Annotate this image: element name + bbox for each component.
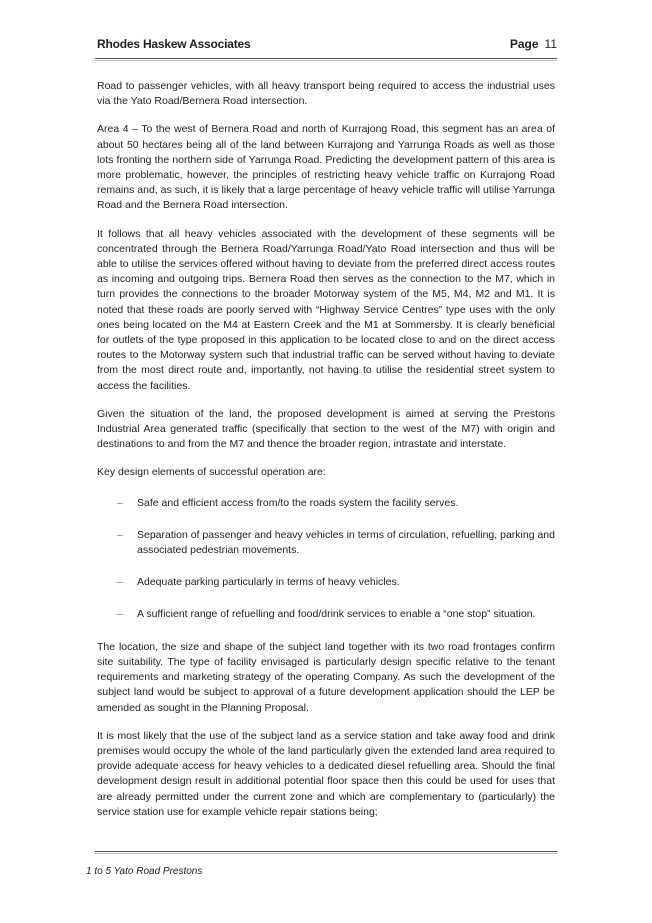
list-item (97, 575, 555, 590)
bullet-dash: – (117, 496, 123, 509)
footer-address: 1 to 5 Yato Road Prestons (86, 866, 203, 877)
body-paragraph: It is most likely that the use of the subject land as a service station and take away food and drink premises would occupy the whole of the land particularly given the extended land area required to provide adequate access for heavy vehicles to a dedicated diesel refuelling area. Should the final development design result in additional potential floor space then this could be used for uses that are already permitted under the current zone and which are complementary to (particularly) the service station use for example vehicle repair stations being; (97, 729, 555, 818)
body-paragraph: Area 4 – To the west of Bernera Road and north of Kurrajong Road, this segment has an area of about 50 hectares being all of the land between Kurrajong and Yarrunga Roads as well as those lots fronting the northern side of Yarrunga Road. Predicting the development pattern of this area is more problematic, however, the principles of restricting heavy vehicle traffic on Kurrajong Road remains and, as such, it is likely that a large percentage of heavy vehicle traffic will utilise Yarrunga Road and the Bernera Road intersection. (97, 123, 555, 212)
list-item (97, 607, 555, 622)
footer-rule (95, 851, 557, 852)
bullet-dash: – (117, 528, 123, 541)
list-item-text: Adequate parking particularly in terms of heavy vehicles. (137, 576, 400, 589)
header-rule (95, 58, 557, 59)
body-paragraph: Road to passenger vehicles, with all heavy transport being required to access the industrial uses via the Yato Road/Bernera Road intersection. (97, 80, 555, 108)
list-item-text: A sufficient range of refuelling and food/drink services to enable a “one stop” situation. (137, 608, 536, 621)
list-item (97, 528, 555, 558)
bullet-dash: – (117, 576, 123, 589)
list-item (97, 496, 555, 511)
list-item-text: Safe and efficient access from/to the roads system the facility serves. (137, 496, 459, 509)
organization-name: Rhodes Haskew Associates (97, 37, 251, 51)
bullet-dash: – (117, 608, 123, 621)
body-paragraph: Key design elements of successful operation are: (97, 466, 326, 479)
design-elements-list (97, 496, 555, 623)
page-header (97, 37, 557, 57)
page-indicator (510, 37, 557, 51)
body-paragraph: It follows that all heavy vehicles associated with the development of these segments will be concentrated through the Bernera Road/Yarrunga Road/Yato Road intersection and thus will be able to utilise the services offered without having to deviate from the preferred direct access routes as incoming and outgoing trips. Bernera Road then serves as the connection to the M7, which in turn provides the connections to the broader Motorway system of the M5, M4, M2 and M1. It is noted that these roads are poorly served with “Highway Service Centres” type uses with the only ones being located on the M4 at Eastern Creek and the M1 at Sommersby. It is clearly beneficial for outlets of the type proposed in this application to be located close to and on the direct access routes to the Motorway system such that industrial traffic can be served without having to deviate from the most direct route and, importantly, not having to utilise the residential street system to access the facilities. (97, 227, 555, 392)
body-paragraph: The location, the size and shape of the subject land together with its two road frontages confirm site suitability. The type of facility envisaged is particularly design specific relative to the tenant requirements and marketing strategy of the operating Company. As such the development of the subject land would be subject to approval of a future development application should the LEP be amended as sought in the Planning Proposal. (97, 640, 555, 714)
body-paragraph: Given the situation of the land, the proposed development is aimed at serving the Prestons Industrial Area generated traffic (specifically that section to the west of the M7) with origin and destinations to and from the M7 and thence the broader region, intrastate and interstate. (97, 407, 555, 451)
list-item-text: Separation of passenger and heavy vehicles in terms of circulation, refuelling, parking and associated pedestrian movements. (137, 528, 555, 557)
page-number: 11 (544, 37, 557, 51)
document-body (97, 79, 555, 833)
page-label: Page (509, 37, 539, 51)
